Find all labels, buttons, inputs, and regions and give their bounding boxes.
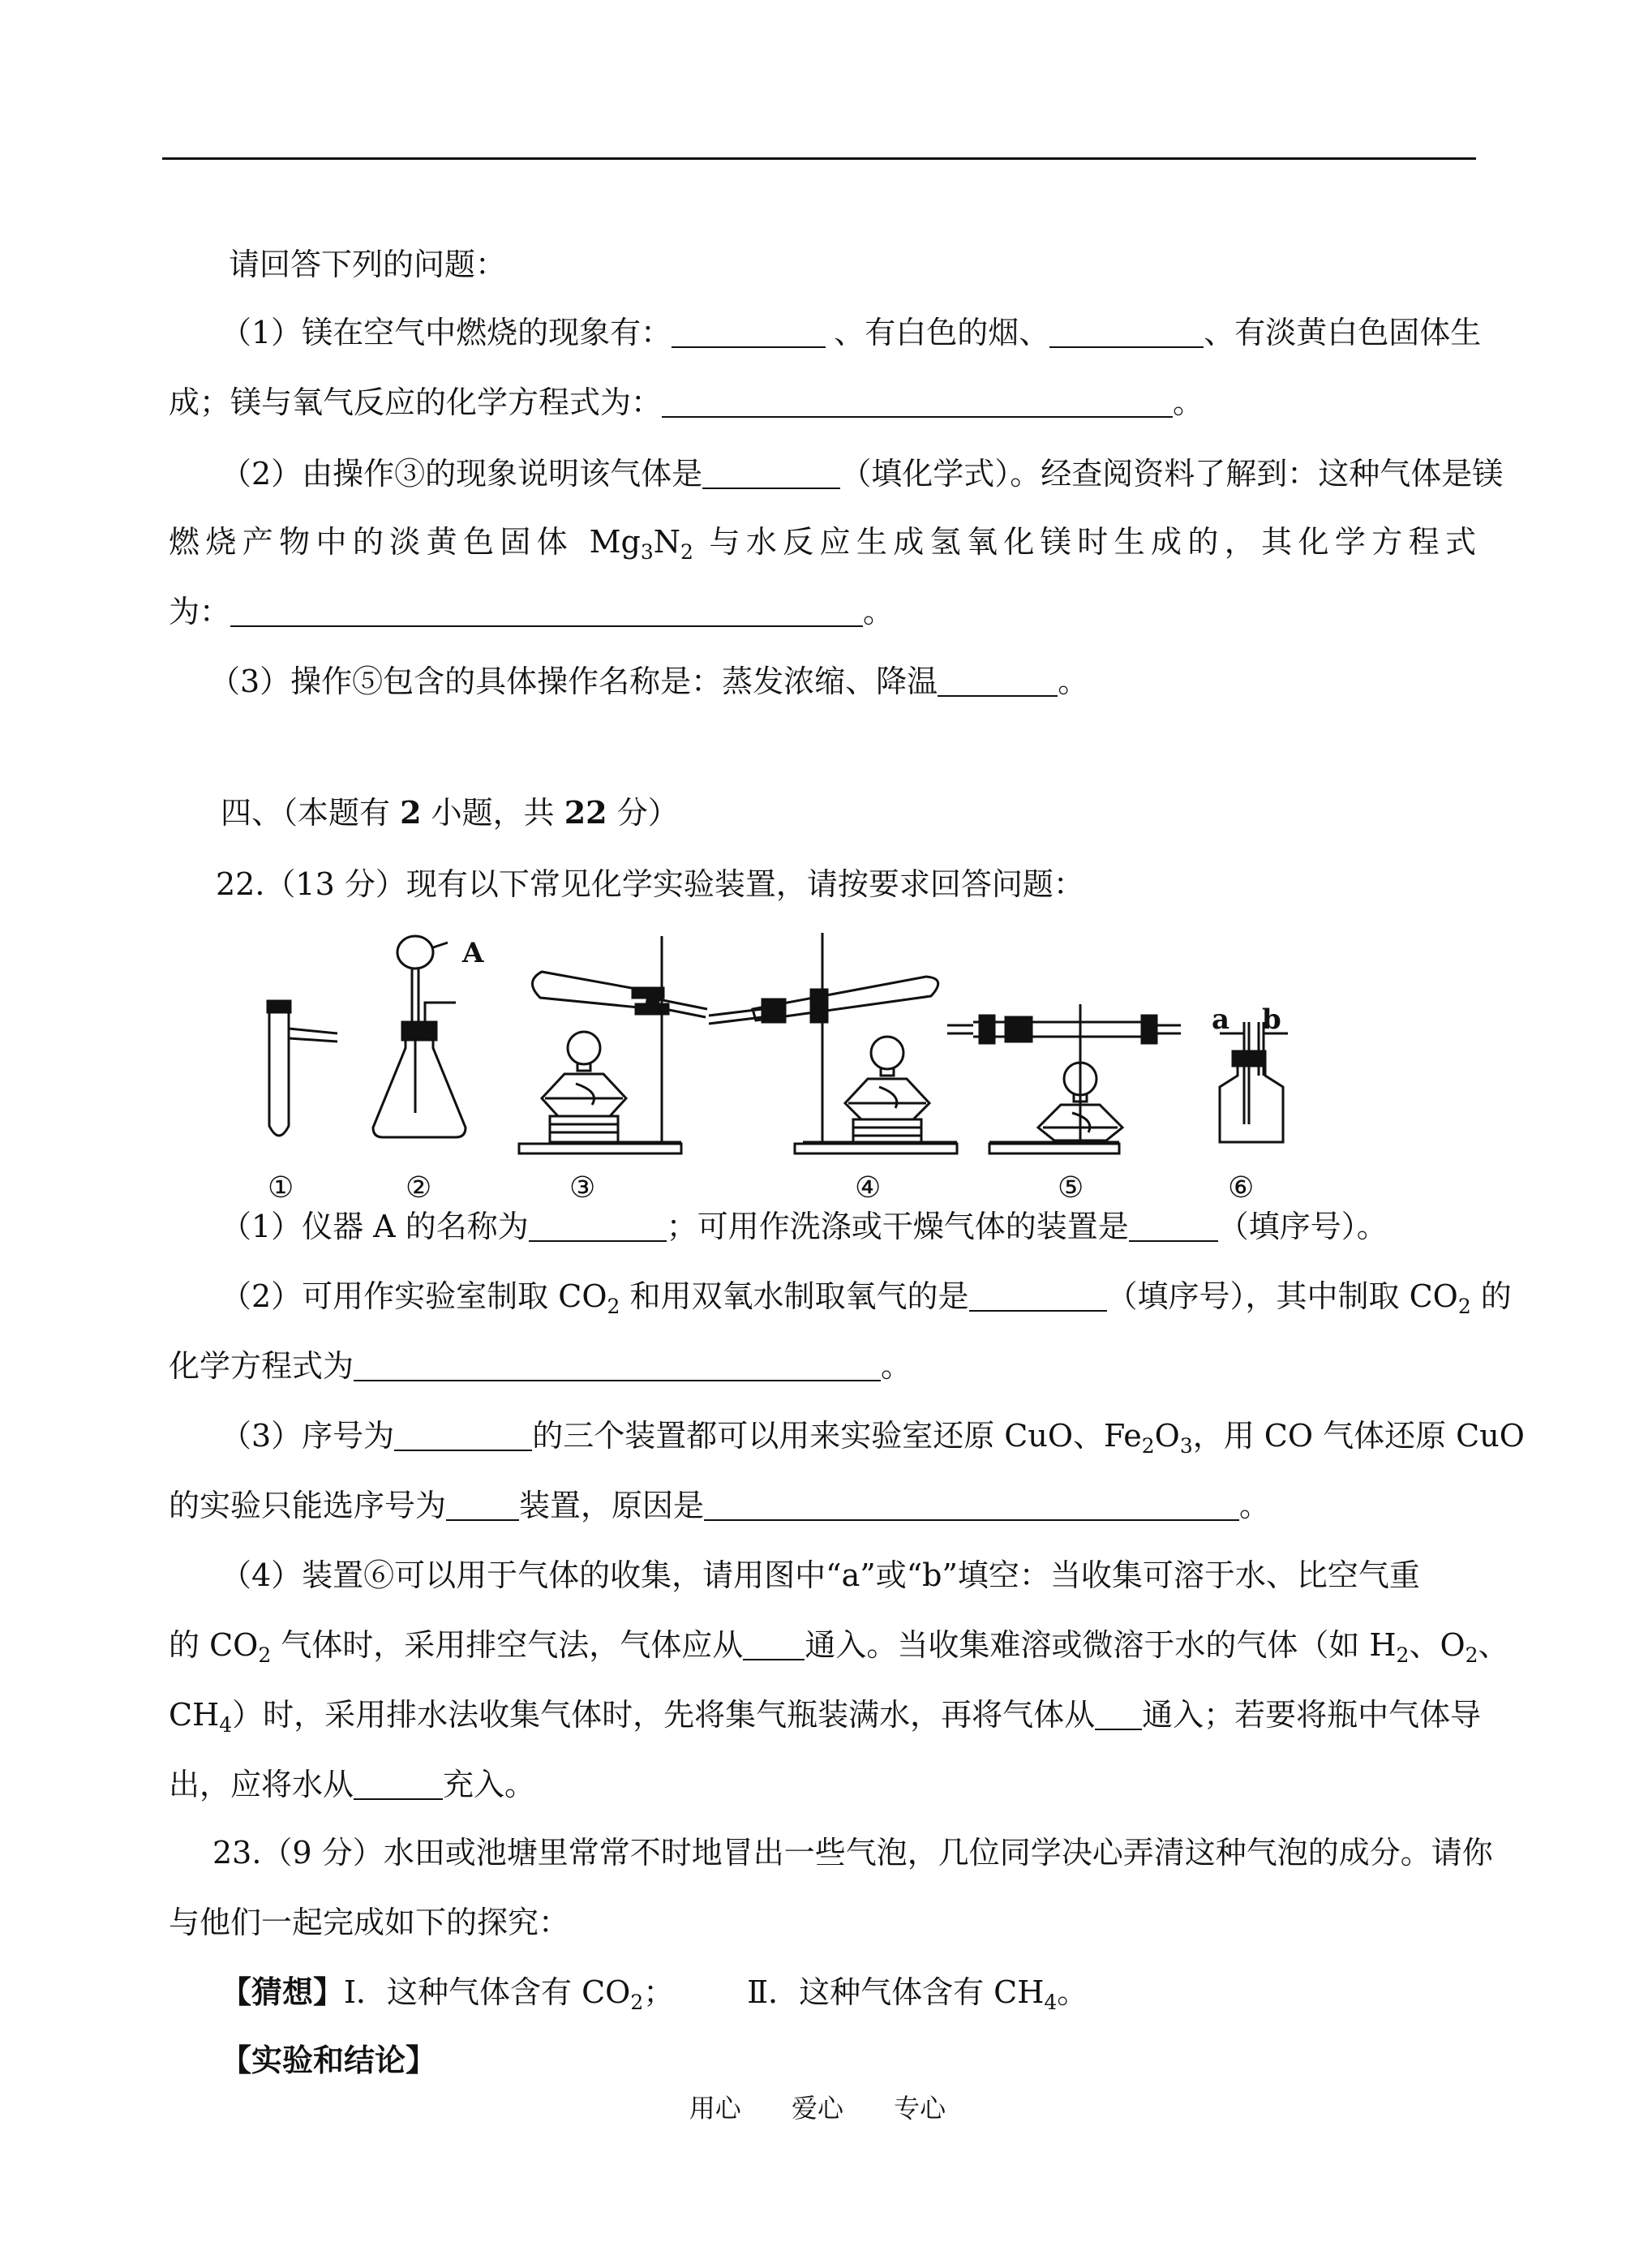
q1-line2: 成；镁与氧气反应的化学方程式为： 。 — [169, 384, 1204, 420]
apparatus-1-test-tube — [268, 1001, 337, 1136]
number-2: ② — [406, 1171, 432, 1205]
header-rule — [162, 157, 1476, 160]
number-6: ⑥ — [1228, 1171, 1255, 1205]
q22-p3-line2: 的实验只能选序号为 装置，原因是 。 — [169, 1488, 1271, 1523]
q23-hypothesis: 【猜想】Ⅰ．这种气体含有 $CO_2$； Ⅱ．这种气体含有 $CH_4$。 — [221, 1974, 1088, 2014]
footer-item: 爱心 — [791, 2093, 843, 2124]
q23-line1: 23.（9 分）水田或池塘里常常不时地冒出一些气泡，几位同学决心弄清这种气泡的成分。请你 — [212, 1835, 1493, 1871]
label-b: b — [1262, 1003, 1281, 1036]
apparatus-6-gas-bottle — [1220, 1022, 1288, 1142]
apparatus-diagram — [243, 925, 1314, 1217]
apparatus-5-reduction-tube — [947, 1004, 1181, 1153]
q22-p3-line1: （3）序号为 的三个装置都可以用来实验室还原 CuO、$Fe_2O_3$，用 CO 气体还原 CuO — [221, 1418, 1525, 1458]
q22-title: 22.（13 分）现有以下常见化学实验装置，请按要求回答问题： — [216, 866, 1084, 902]
q23-line2: 与他们一起完成如下的探究： — [169, 1905, 570, 1940]
number-4: ④ — [855, 1171, 882, 1205]
apparatus-2-flask — [373, 936, 466, 1137]
q2-line3: 为： 。 — [169, 594, 895, 629]
q22-p4-line3: $CH_4$）时，采用排水法收集气体时，先将集气瓶装满水，再将气体从 通入；若要将瓶中气体导 — [169, 1697, 1482, 1737]
q22-p4-line2: 的 $CO_2$ 气体时，采用排空气法，气体应从 通入。当收集难溶或微溶于水的气体（如 $H_2$、$O_2$、 — [169, 1627, 1509, 1667]
label-A: A — [462, 937, 484, 969]
section-heading: 四、（本题有 2 小题，共 22 分） — [221, 794, 679, 831]
q22-p4-line1: （4）装置⑥可以用于气体的收集，请用图中“a”或“b”填空：当收集可溶于水、比空气重 — [221, 1557, 1420, 1593]
number-1: ① — [268, 1171, 294, 1205]
number-3: ③ — [569, 1171, 596, 1205]
intro-line: 请回答下列的问题： — [229, 247, 507, 282]
footer-item: 用心 — [689, 2093, 741, 2124]
footer-item: 专心 — [894, 2093, 946, 2124]
q22-p2-line2: 化学方程式为 。 — [169, 1348, 912, 1384]
apparatus-4-horizontal-tube — [709, 933, 957, 1153]
q2-line2: 燃烧产物中的淡黄色固体 $Mg_3N_2$ 与水反应生成氢氧化镁时生成的，其化学方程式 — [169, 524, 1476, 564]
apparatus-3-heating-tube — [519, 936, 707, 1153]
q1-line1: （1）镁在空气中燃烧的现象有： 、有白色的烟、 、有淡黄白色固体生 — [221, 315, 1482, 350]
number-5: ⑤ — [1058, 1171, 1084, 1205]
label-a: a — [1212, 1003, 1230, 1036]
q2-line1: （2）由操作③的现象说明该气体是 （填化学式）。经查阅资料了解到：这种气体是镁 — [221, 456, 1504, 492]
q3-line: （3）操作⑤包含的具体操作名称是：蒸发浓缩、降温 。 — [209, 664, 1089, 699]
q23-experiment-heading: 【实验和结论】 — [221, 2042, 437, 2078]
page-footer — [0, 2088, 1635, 2125]
q22-p4-line4: 出，应将水从 充入。 — [169, 1767, 536, 1802]
q22-p2-line1: （2）可用作实验室制取 $CO_2$ 和用双氧水制取氧气的是 （填序号），其中制取 $CO_2$ 的 — [221, 1278, 1512, 1318]
q22-p1: （1）仪器 A 的名称为 ；可用作洗涤或干燥气体的装置是 （填序号）。 — [221, 1209, 1388, 1244]
